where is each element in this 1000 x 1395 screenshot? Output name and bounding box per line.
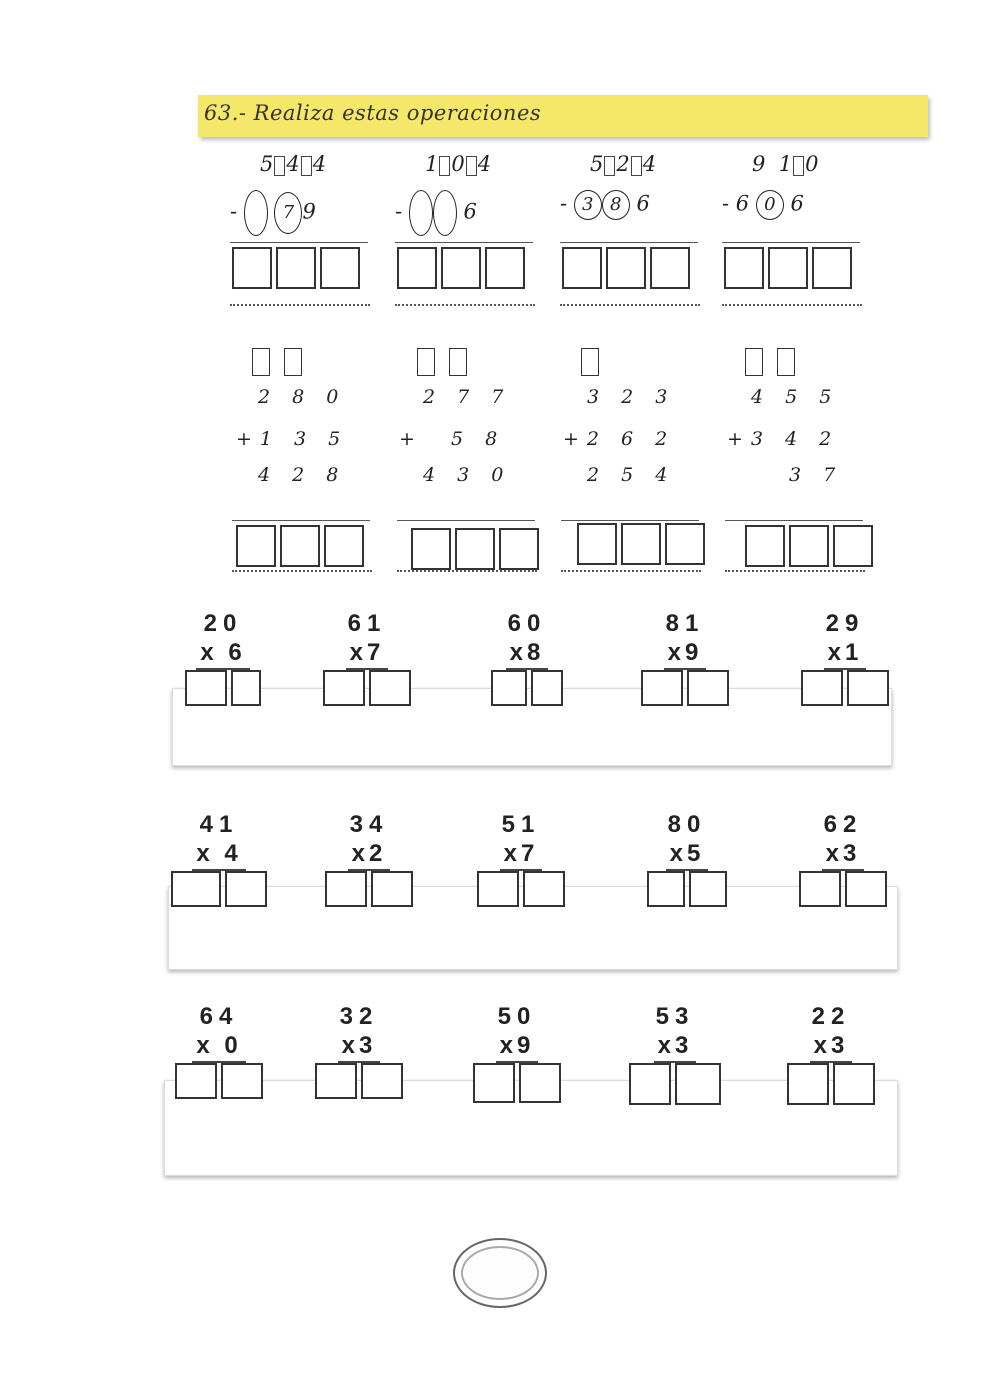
multiplier: x9	[496, 1031, 539, 1063]
multiplication-exercise	[314, 811, 424, 907]
answer-oval[interactable]: 8	[602, 190, 630, 220]
multiplicand: 41	[199, 811, 239, 838]
multiplier: x7	[346, 638, 389, 670]
divider-line	[560, 242, 698, 243]
answer-box[interactable]	[689, 871, 727, 907]
answer-box[interactable]	[523, 871, 565, 907]
answer-box[interactable]	[629, 1063, 671, 1105]
multiplication-exercise	[164, 1003, 274, 1099]
answer-box[interactable]	[276, 247, 316, 289]
multiplication-exercise	[776, 1003, 886, 1105]
multiplicand: 32	[339, 1003, 379, 1030]
subtrahend: - 7 9	[230, 190, 316, 236]
answer-box[interactable]	[485, 247, 525, 289]
answer-box[interactable]	[361, 1063, 403, 1099]
minuend: 5 4 4	[260, 152, 327, 176]
answer-box[interactable]	[847, 670, 889, 706]
multiplicand: 61	[347, 610, 387, 637]
divider-line	[232, 520, 370, 521]
answer-box[interactable]	[687, 670, 729, 706]
answer-box[interactable]	[789, 525, 829, 567]
multiplication-exercise	[304, 1003, 414, 1099]
multiplication-exercise	[788, 811, 898, 907]
answer-box[interactable]	[325, 871, 367, 907]
multiplier: x5	[666, 839, 709, 871]
answer-box[interactable]	[665, 523, 705, 565]
check-button[interactable]	[453, 1238, 547, 1308]
answer-box[interactable]	[606, 247, 646, 289]
dotted-line	[232, 570, 372, 572]
addend: 4 5 5	[751, 386, 840, 408]
divider-line	[230, 242, 368, 243]
answer-box[interactable]	[833, 1063, 875, 1105]
answer-box[interactable]	[647, 871, 685, 907]
multiplicand: 22	[811, 1003, 851, 1030]
answer-box[interactable]	[812, 247, 852, 289]
divider-line	[725, 520, 863, 521]
answer-box[interactable]	[724, 247, 764, 289]
answer-box[interactable]	[799, 871, 841, 907]
multiplicand: 81	[665, 610, 705, 637]
multiplier: x3	[822, 839, 865, 871]
answer-box[interactable]	[323, 670, 365, 706]
carry-box[interactable]	[581, 348, 599, 376]
answer-box[interactable]	[768, 247, 808, 289]
multiplicand: 50	[497, 1003, 537, 1030]
answer-box[interactable]	[185, 670, 227, 706]
divider-line	[395, 242, 533, 243]
dotted-line	[230, 304, 370, 306]
addend: +1 3 5	[236, 428, 349, 450]
answer-oval[interactable]	[409, 190, 433, 236]
multiplicand: 51	[501, 811, 541, 838]
dotted-line	[722, 304, 862, 306]
answer-box[interactable]	[801, 670, 843, 706]
minuend: 5 2 4	[590, 152, 657, 176]
carry-box[interactable]	[284, 348, 302, 376]
answer-box[interactable]	[491, 670, 527, 706]
answer-box[interactable]	[675, 1063, 721, 1105]
multiplier: x3	[810, 1031, 853, 1063]
multiplication-exercise	[620, 1003, 730, 1105]
dotted-line	[395, 304, 535, 306]
minuend: 1 0 4	[425, 152, 492, 176]
answer-box[interactable]	[320, 247, 360, 289]
answer-box[interactable]	[577, 523, 617, 565]
answer-oval[interactable]: 7	[274, 192, 302, 234]
answer-box[interactable]	[171, 871, 221, 907]
multiplicand: 64	[199, 1003, 239, 1030]
multiplier: x 0	[192, 1031, 245, 1063]
answer-box[interactable]	[324, 525, 364, 567]
multiplicand: 60	[507, 610, 547, 637]
addend: + 5 8	[399, 428, 506, 450]
answer-oval[interactable]	[433, 190, 457, 236]
answer-box[interactable]	[397, 247, 437, 289]
multiplier: x3	[338, 1031, 381, 1063]
answer-box[interactable]	[455, 528, 495, 570]
answer-box[interactable]	[621, 523, 661, 565]
multiplier: x3	[654, 1031, 697, 1063]
answer-box[interactable]	[531, 670, 563, 706]
carry-box[interactable]	[417, 348, 435, 376]
answer-box[interactable]	[232, 247, 272, 289]
title-banner	[198, 95, 928, 137]
answer-box[interactable]	[175, 1063, 217, 1099]
carry-box[interactable]	[777, 348, 795, 376]
addend: 4 3 0	[423, 464, 512, 486]
multiplicand: 62	[823, 811, 863, 838]
addend: +3 4 2	[727, 428, 840, 450]
answer-box[interactable]	[562, 247, 602, 289]
answer-box[interactable]	[225, 871, 267, 907]
answer-box[interactable]	[371, 871, 413, 907]
minuend: 9 1 0	[752, 152, 819, 176]
carry-box[interactable]	[745, 348, 763, 376]
subtrahend: - 6	[395, 190, 477, 236]
answer-box[interactable]	[650, 247, 690, 289]
subtrahend: - 3 8 6	[560, 190, 650, 220]
multiplicand: 34	[349, 811, 389, 838]
exercise-title: 63.- Realiza estas operaciones	[204, 101, 542, 125]
multiplier: x 4	[192, 839, 245, 871]
addend: 2 7 7	[423, 386, 512, 408]
multiplication-exercise	[462, 1003, 572, 1103]
multiplication-exercise	[312, 610, 422, 706]
answer-box[interactable]	[315, 1063, 357, 1099]
answer-box[interactable]	[519, 1063, 561, 1103]
multiplier: x7	[500, 839, 543, 871]
addend: 4 2 8	[258, 464, 347, 486]
dotted-line	[725, 570, 865, 572]
carry-box[interactable]	[252, 348, 270, 376]
dotted-line	[560, 304, 700, 306]
multiplier: x1	[824, 638, 867, 670]
multiplication-exercise	[164, 811, 274, 907]
answer-oval[interactable]: 3	[574, 190, 602, 220]
addend: +2 6 2	[563, 428, 676, 450]
addend: 2 5 4	[587, 464, 676, 486]
multiplication-exercise	[632, 811, 742, 907]
answer-oval[interactable]	[244, 190, 268, 236]
addend: 3 2 3	[587, 386, 676, 408]
answer-box[interactable]	[745, 525, 785, 567]
multiplication-exercise	[472, 610, 582, 706]
answer-box[interactable]	[833, 525, 873, 567]
answer-oval[interactable]: 0	[756, 190, 784, 220]
addend: 3 7	[789, 464, 844, 486]
answer-box[interactable]	[441, 247, 481, 289]
answer-box[interactable]	[221, 1063, 263, 1099]
dotted-line	[397, 570, 537, 572]
answer-box[interactable]	[477, 871, 519, 907]
addend: 2 8 0	[258, 386, 347, 408]
divider-line	[722, 242, 860, 243]
divider-line	[561, 520, 699, 521]
multiplier: x2	[348, 839, 391, 871]
answer-box[interactable]	[280, 525, 320, 567]
multiplication-exercise	[630, 610, 740, 706]
answer-box[interactable]	[845, 871, 887, 907]
answer-box[interactable]	[369, 670, 411, 706]
multiplicand: 53	[655, 1003, 695, 1030]
multiplier: x8	[506, 638, 549, 670]
multiplicand: 20	[203, 610, 243, 637]
answer-box[interactable]	[473, 1063, 515, 1103]
multiplication-exercise	[790, 610, 900, 706]
multiplier: x9	[664, 638, 707, 670]
multiplication-exercise	[168, 610, 278, 706]
multiplicand: 80	[667, 811, 707, 838]
answer-box[interactable]	[411, 528, 451, 570]
divider-line	[397, 520, 535, 521]
answer-box[interactable]	[499, 528, 539, 570]
answer-box[interactable]	[787, 1063, 829, 1105]
multiplier: x 6	[196, 638, 249, 670]
dotted-line	[561, 570, 701, 572]
multiplication-exercise	[466, 811, 576, 907]
answer-box[interactable]	[231, 670, 261, 706]
multiplicand: 29	[825, 610, 865, 637]
subtrahend: - 6 0 6	[722, 190, 804, 220]
answer-box[interactable]	[641, 670, 683, 706]
carry-box[interactable]	[449, 348, 467, 376]
answer-box[interactable]	[236, 525, 276, 567]
